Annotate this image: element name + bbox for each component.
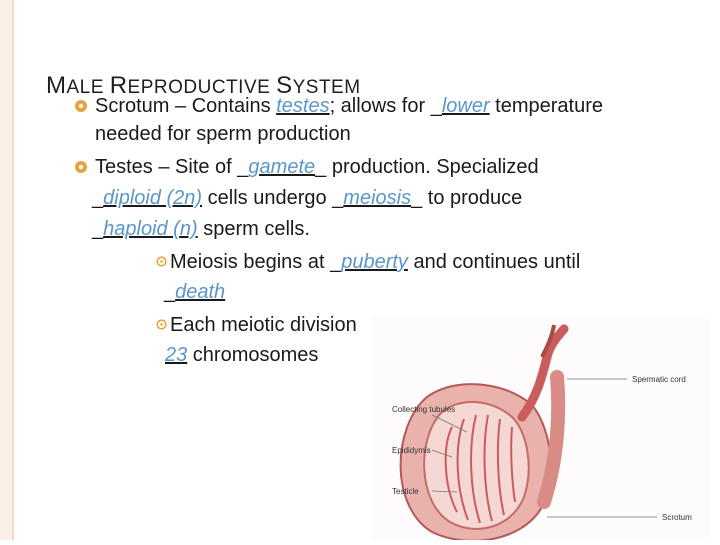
title-part: R — [109, 72, 128, 99]
text-segment: _ to produce — [411, 187, 523, 209]
text-segment: and continues until — [407, 251, 581, 273]
answer-blank: death — [175, 281, 226, 303]
testis-illustration — [372, 317, 710, 540]
answer-blank: testes — [276, 95, 330, 117]
text-segment: ; allows for _ — [329, 95, 442, 117]
answer-blank: 23 — [165, 344, 188, 366]
sub-bullet-line — [170, 313, 357, 337]
text-segment: Scrotum – Contains — [95, 95, 277, 117]
title-part: ALE — [66, 77, 110, 98]
sub-bullet-line — [164, 280, 225, 304]
testis-diagram — [372, 317, 710, 540]
left-decorative-band — [0, 0, 12, 540]
label-collecting-tubules: Collecting tubules — [392, 405, 456, 414]
label-epididymis: Epididymis — [392, 446, 431, 455]
text-segment: _ — [164, 281, 176, 303]
text-segment: Testes – Site of _ — [95, 156, 249, 178]
bullet-line — [92, 186, 522, 210]
text-segment: temperature — [489, 95, 604, 117]
text-segment: needed for sperm production — [95, 123, 351, 145]
text-segment: cells undergo _ — [202, 187, 344, 209]
title-part: EPRODUCTIVE — [127, 77, 277, 98]
bullet-line — [95, 155, 539, 179]
text-segment: _ — [92, 218, 104, 240]
gear-bullet-icon — [74, 160, 88, 174]
gear-bullet-icon — [156, 319, 167, 330]
left-decorative-line — [12, 0, 14, 540]
answer-blank: diploid (2n) — [103, 187, 203, 209]
text-segment: Meiosis begins at _ — [170, 251, 342, 273]
sub-bullet-line — [170, 250, 580, 274]
gear-bullet-icon — [156, 256, 167, 267]
text-segment: Each meiotic division — [170, 314, 357, 336]
sub-bullet-line — [165, 343, 318, 367]
bullet-line — [95, 122, 351, 146]
text-segment: _ — [92, 187, 104, 209]
label-spermatic-cord: Spermatic cord — [632, 375, 686, 384]
title-part: YSTEM — [292, 77, 361, 98]
answer-blank: haploid (n) — [103, 218, 198, 240]
bullet-line — [95, 94, 603, 118]
answer-blank: lower — [441, 95, 490, 117]
answer-blank: gamete — [248, 156, 316, 178]
text-segment: chromosomes — [187, 344, 319, 366]
bullet-line — [92, 217, 310, 241]
title-part: M — [46, 72, 67, 99]
text-segment: _ production. Specialized — [315, 156, 539, 178]
label-scrotum: Scrotum — [662, 513, 692, 522]
answer-blank: meiosis — [343, 187, 412, 209]
title-part: S — [276, 72, 293, 99]
label-testicle: Testicle — [392, 487, 419, 496]
text-segment: sperm cells. — [197, 218, 310, 240]
gear-bullet-icon — [74, 99, 88, 113]
answer-blank: puberty — [341, 251, 408, 273]
